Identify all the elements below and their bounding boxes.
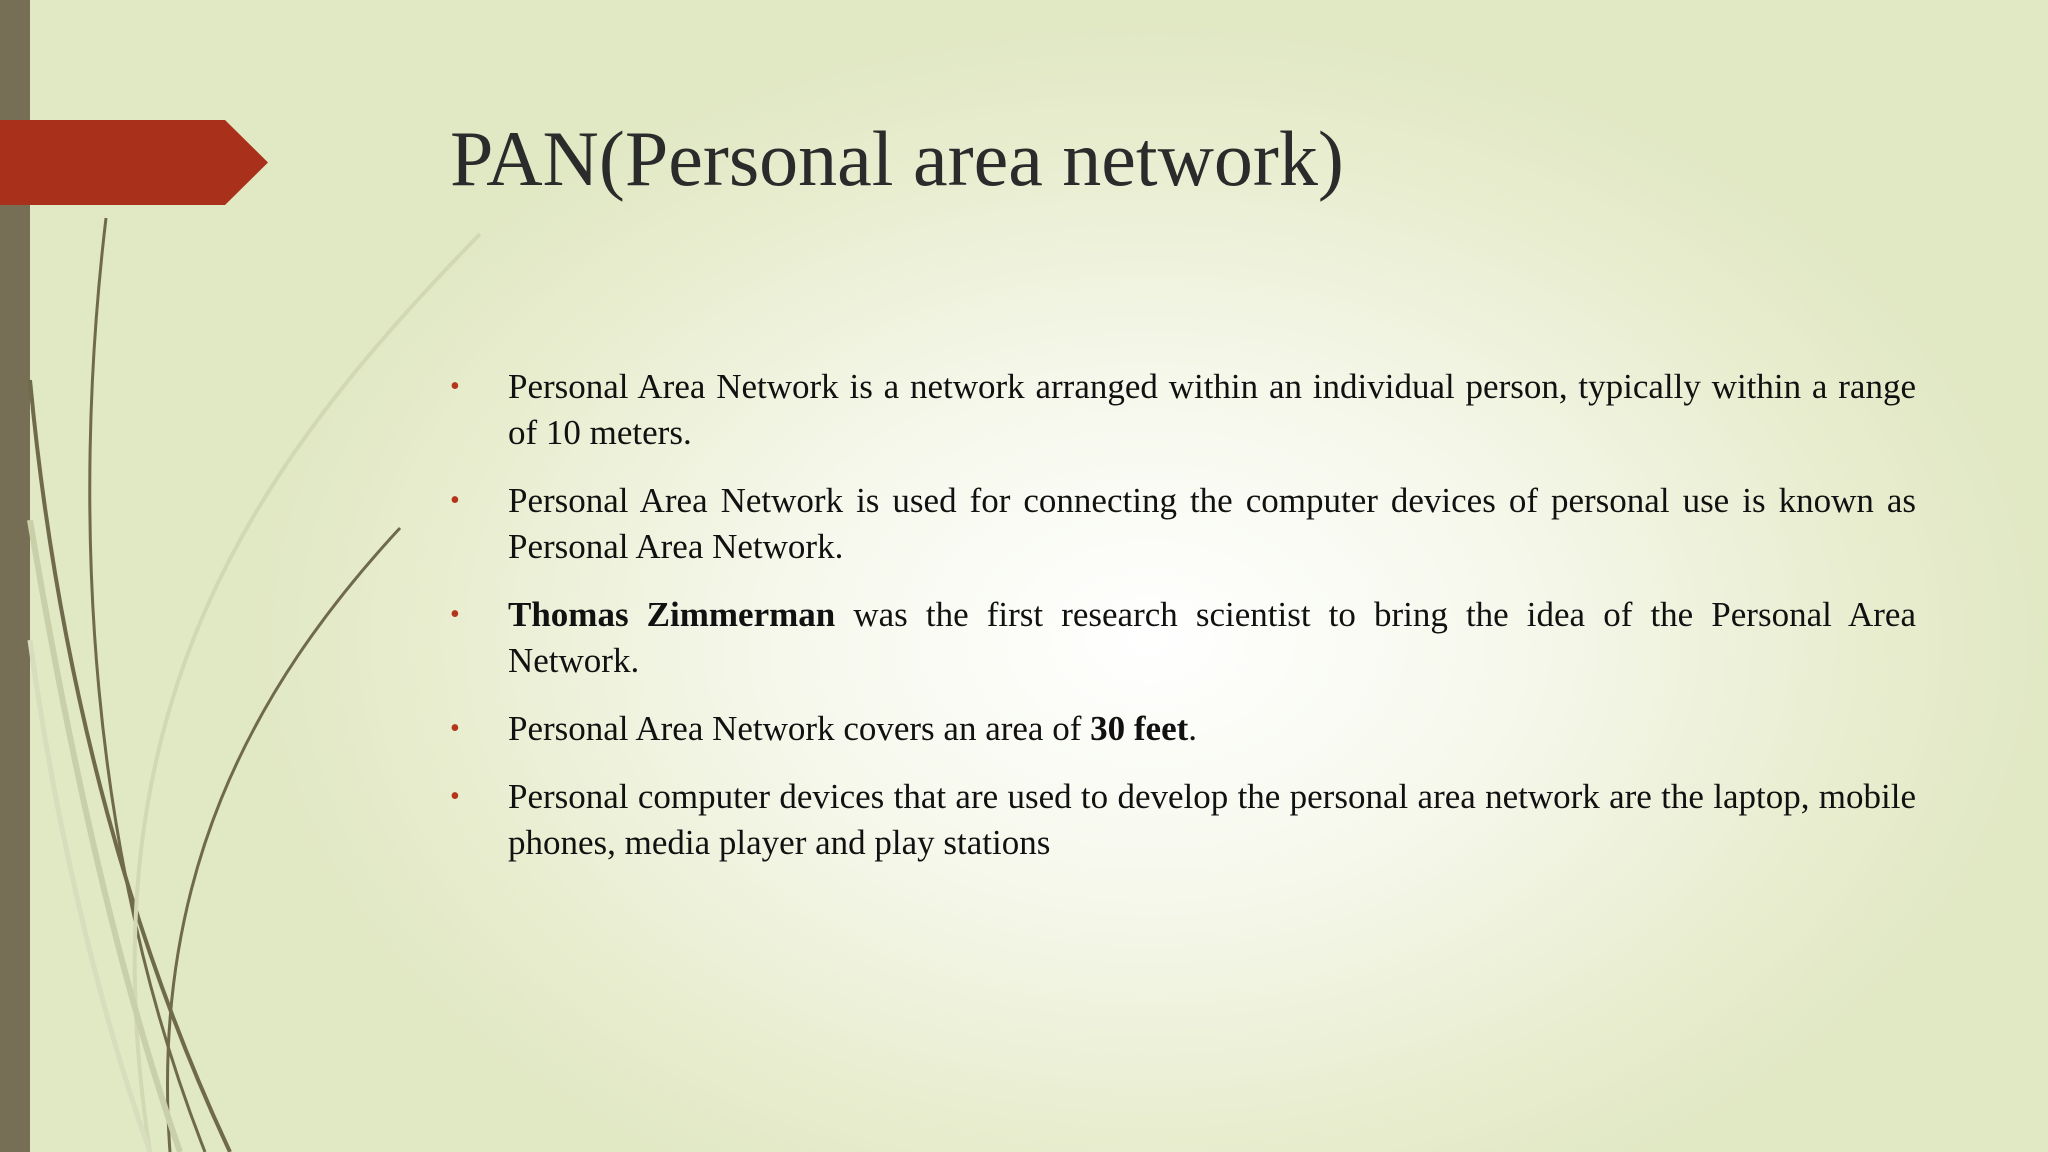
bullet-bold-name: Thomas Zimmerman [508,595,836,634]
bullet-marker: • [450,713,460,744]
bullet-bold-distance: 30 feet [1090,709,1189,748]
bullet-text-suffix: . [1188,709,1198,748]
bullet-item [450,364,1916,456]
bullet-text: Personal Area Network covers an area of [508,709,1091,748]
bullet-text: Personal Area Network is a network arranged within an individual person, typically within a range of 10 meters. [508,367,1916,452]
bullet-item [450,706,1916,752]
bullet-text: Personal Area Network is used for connecting the computer devices of personal use is known as Personal Area Network. [508,481,1916,566]
bullet-marker: • [450,599,460,630]
bullet-text: was the first research scientist to bring the idea of the Personal Area Network. [508,595,1916,680]
red-arrow-accent [0,120,268,205]
bullet-item [450,478,1916,570]
slide-title: PAN(Personal area network) [450,115,1344,202]
bullet-marker: • [450,781,460,812]
bullet-item [450,774,1916,866]
bullet-list [450,364,1916,888]
bullet-item [450,592,1916,684]
bullet-marker: • [450,371,460,402]
bullet-text: Personal computer devices that are used to develop the personal area network are the laptop, mobile phones, media player and play stations [508,777,1916,862]
bullet-marker: • [450,485,460,516]
